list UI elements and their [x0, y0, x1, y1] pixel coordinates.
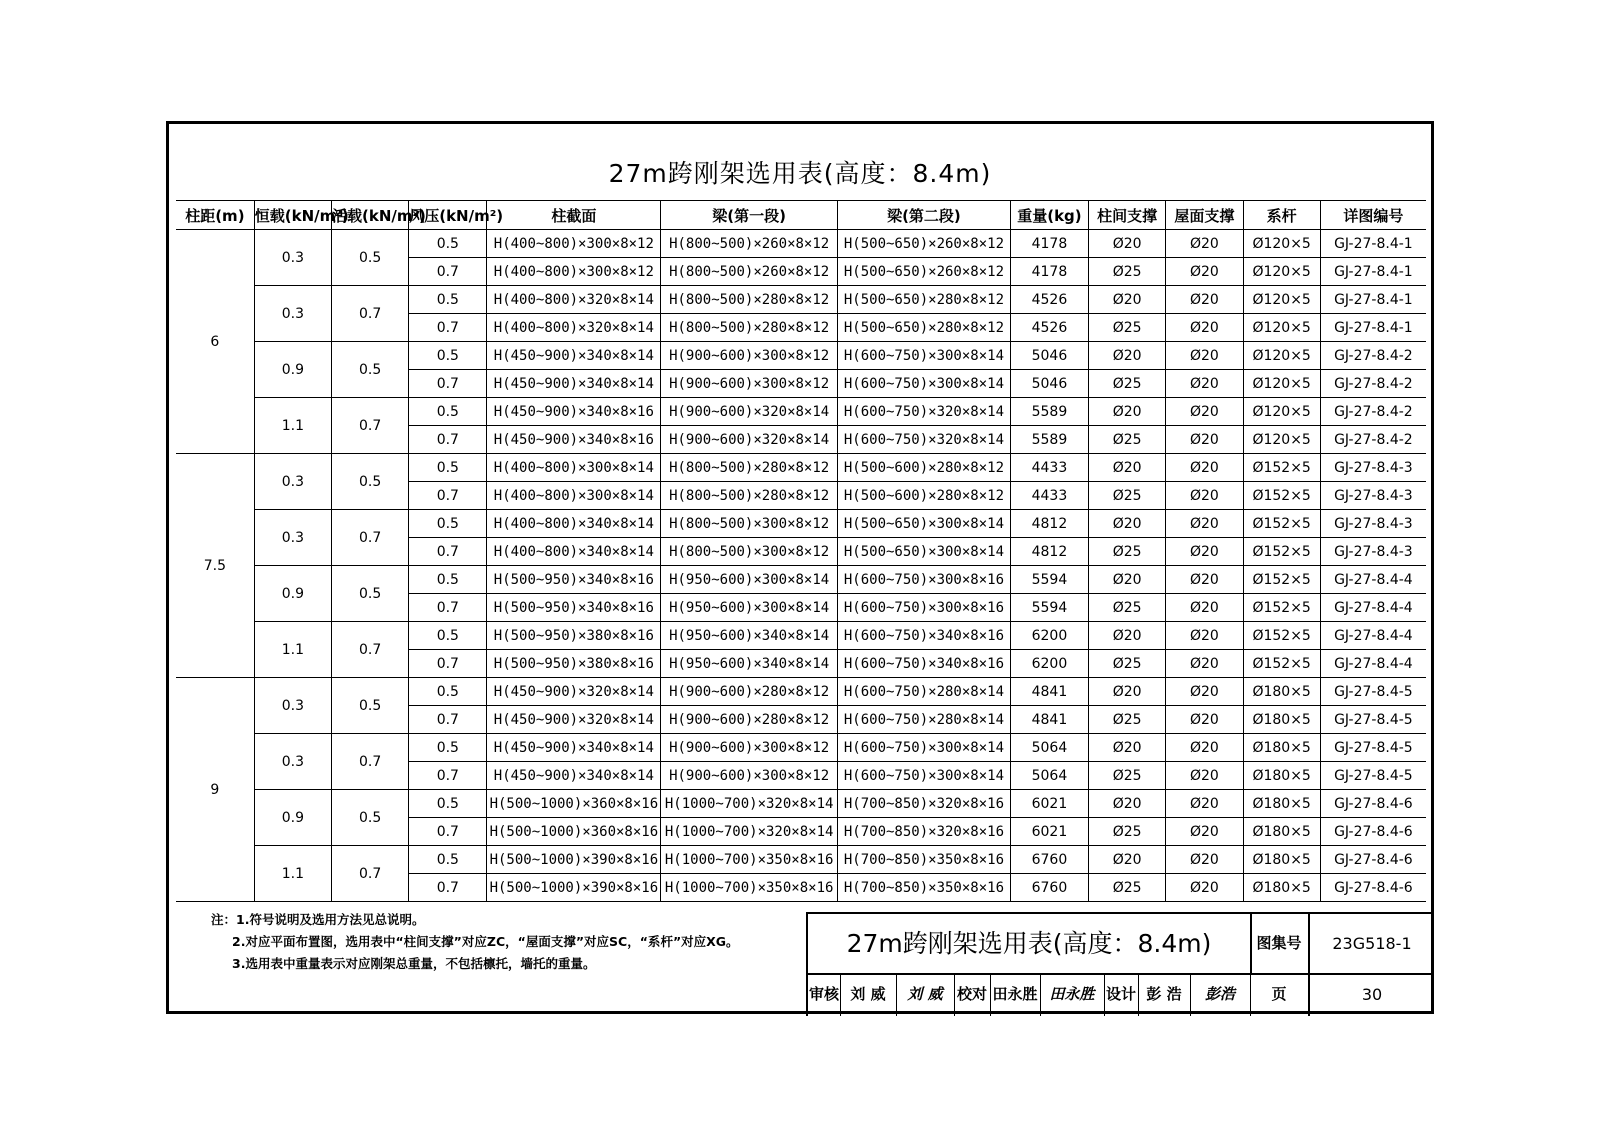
- column-section-cell: H(500~1000)×360×8×16: [487, 818, 661, 846]
- column-brace-cell: Ø20: [1089, 734, 1166, 762]
- tie-rod-cell: Ø180×5: [1243, 762, 1320, 790]
- beam1-cell: H(950~600)×300×8×14: [661, 594, 838, 622]
- weight-cell: 6021: [1010, 818, 1088, 846]
- note-line: 2.对应平面布置图，选用表中“柱间支撑”对应ZC，“屋面支撑”对应SC，“系杆”对应XG。: [232, 934, 739, 949]
- roof-brace-cell: Ø20: [1166, 706, 1243, 734]
- detail-number-cell: GJ-27-8.4-3: [1320, 454, 1426, 482]
- beam2-cell: H(600~750)×300×8×14: [838, 734, 1011, 762]
- weight-cell: 5064: [1010, 762, 1088, 790]
- beam1-cell: H(1000~700)×320×8×14: [661, 790, 838, 818]
- column-brace-cell: Ø25: [1089, 594, 1166, 622]
- column-brace-cell: Ø20: [1089, 510, 1166, 538]
- beam1-cell: H(900~600)×280×8×12: [661, 706, 838, 734]
- header-cell: 柱间支撑: [1089, 201, 1166, 230]
- weight-cell: 5589: [1010, 426, 1088, 454]
- roof-brace-cell: Ø20: [1166, 230, 1243, 258]
- checker-name: 田永胜: [990, 973, 1041, 1016]
- column-brace-cell: Ø20: [1089, 398, 1166, 426]
- wind-cell: 0.7: [409, 650, 487, 678]
- wind-cell: 0.7: [409, 258, 487, 286]
- column-section-cell: H(500~1000)×360×8×16: [487, 790, 661, 818]
- title-block: [806, 912, 1434, 1016]
- table-row: [176, 734, 1426, 762]
- beam1-cell: H(900~600)×300×8×12: [661, 734, 838, 762]
- live-load-cell: 0.5: [331, 454, 408, 510]
- detail-number-cell: GJ-27-8.4-4: [1320, 594, 1426, 622]
- column-section-cell: H(500~950)×340×8×16: [487, 594, 661, 622]
- designer-name: 彭 浩: [1138, 973, 1191, 1016]
- weight-cell: 4433: [1010, 482, 1088, 510]
- column-section-cell: H(400~800)×320×8×14: [487, 286, 661, 314]
- weight-cell: 4812: [1010, 510, 1088, 538]
- beam2-cell: H(600~750)×280×8×14: [838, 706, 1011, 734]
- column-section-cell: H(450~900)×340×8×16: [487, 398, 661, 426]
- page-title: 27m跨刚架选用表(高度：8.4m): [608, 159, 992, 188]
- tie-rod-cell: Ø152×5: [1243, 482, 1320, 510]
- page-label: 页: [1250, 973, 1310, 1016]
- column-brace-cell: Ø25: [1089, 650, 1166, 678]
- beam2-cell: H(700~850)×350×8×16: [838, 846, 1011, 874]
- table-row: [176, 566, 1426, 594]
- header-cell: 活载(kN/m²): [331, 201, 408, 230]
- roof-brace-cell: Ø20: [1166, 286, 1243, 314]
- beam2-cell: H(500~650)×300×8×14: [838, 510, 1011, 538]
- weight-cell: 6200: [1010, 622, 1088, 650]
- spacing-cell: 7.5: [176, 454, 254, 678]
- header-cell: 柱截面: [487, 201, 661, 230]
- header-cell: 柱距(m): [176, 201, 254, 230]
- header-cell: 详图编号: [1320, 201, 1426, 230]
- tie-rod-cell: Ø152×5: [1243, 510, 1320, 538]
- column-brace-cell: Ø20: [1089, 230, 1166, 258]
- dead-load-cell: 0.3: [254, 734, 331, 790]
- beam1-cell: H(900~600)×320×8×14: [661, 398, 838, 426]
- beam2-cell: H(600~750)×280×8×14: [838, 678, 1011, 706]
- tie-rod-cell: Ø180×5: [1243, 818, 1320, 846]
- weight-cell: 5589: [1010, 398, 1088, 426]
- column-section-cell: H(400~800)×300×8×14: [487, 482, 661, 510]
- column-brace-cell: Ø20: [1089, 286, 1166, 314]
- column-brace-cell: Ø20: [1089, 622, 1166, 650]
- wind-cell: 0.7: [409, 874, 487, 902]
- table-row: [176, 622, 1426, 650]
- beam1-cell: H(1000~700)×320×8×14: [661, 818, 838, 846]
- roof-brace-cell: Ø20: [1166, 734, 1243, 762]
- detail-number-cell: GJ-27-8.4-5: [1320, 706, 1426, 734]
- wind-cell: 0.7: [409, 482, 487, 510]
- note-line: 注：1.符号说明及选用方法见总说明。: [211, 912, 425, 927]
- roof-brace-cell: Ø20: [1166, 846, 1243, 874]
- weight-cell: 6760: [1010, 874, 1088, 902]
- dead-load-cell: 0.3: [254, 230, 331, 286]
- wind-cell: 0.5: [409, 398, 487, 426]
- tie-rod-cell: Ø120×5: [1243, 286, 1320, 314]
- detail-number-cell: GJ-27-8.4-4: [1320, 650, 1426, 678]
- detail-number-cell: GJ-27-8.4-3: [1320, 482, 1426, 510]
- wind-cell: 0.5: [409, 846, 487, 874]
- live-load-cell: 0.5: [331, 342, 408, 398]
- roof-brace-cell: Ø20: [1166, 566, 1243, 594]
- roof-brace-cell: Ø20: [1166, 594, 1243, 622]
- header-cell: 恒载(kN/m²): [254, 201, 331, 230]
- beam1-cell: H(950~600)×340×8×14: [661, 622, 838, 650]
- column-section-cell: H(450~900)×340×8×16: [487, 426, 661, 454]
- wind-cell: 0.5: [409, 678, 487, 706]
- beam1-cell: H(900~600)×300×8×12: [661, 342, 838, 370]
- header-cell: 梁(第一段): [661, 201, 838, 230]
- tie-rod-cell: Ø180×5: [1243, 874, 1320, 902]
- column-brace-cell: Ø20: [1089, 454, 1166, 482]
- atlas-label: 图集号: [1250, 914, 1310, 973]
- live-load-cell: 0.5: [331, 566, 408, 622]
- column-section-cell: H(400~800)×300×8×12: [487, 258, 661, 286]
- tie-rod-cell: Ø152×5: [1243, 650, 1320, 678]
- live-load-cell: 0.5: [331, 790, 408, 846]
- detail-number-cell: GJ-27-8.4-2: [1320, 342, 1426, 370]
- column-section-cell: H(450~900)×340×8×14: [487, 762, 661, 790]
- wind-cell: 0.5: [409, 566, 487, 594]
- beam2-cell: H(600~750)×300×8×14: [838, 370, 1011, 398]
- tie-rod-cell: Ø152×5: [1243, 594, 1320, 622]
- beam1-cell: H(800~500)×280×8×12: [661, 314, 838, 342]
- wind-cell: 0.5: [409, 510, 487, 538]
- table-header-row: [176, 201, 1426, 230]
- header-cell: 梁(第二段): [838, 201, 1011, 230]
- column-brace-cell: Ø20: [1089, 342, 1166, 370]
- header-cell: 重量(kg): [1010, 201, 1088, 230]
- column-brace-cell: Ø20: [1089, 846, 1166, 874]
- dead-load-cell: 1.1: [254, 398, 331, 454]
- column-section-cell: H(450~900)×320×8×14: [487, 678, 661, 706]
- spacing-cell: 6: [176, 230, 254, 454]
- tie-rod-cell: Ø180×5: [1243, 734, 1320, 762]
- tie-rod-cell: Ø152×5: [1243, 622, 1320, 650]
- roof-brace-cell: Ø20: [1166, 790, 1243, 818]
- detail-number-cell: GJ-27-8.4-6: [1320, 874, 1426, 902]
- detail-number-cell: GJ-27-8.4-2: [1320, 370, 1426, 398]
- weight-cell: 4841: [1010, 706, 1088, 734]
- detail-number-cell: GJ-27-8.4-1: [1320, 230, 1426, 258]
- beam1-cell: H(800~500)×260×8×12: [661, 230, 838, 258]
- spacing-cell: 9: [176, 678, 254, 902]
- dead-load-cell: 0.9: [254, 566, 331, 622]
- column-brace-cell: Ø25: [1089, 818, 1166, 846]
- dead-load-cell: 1.1: [254, 622, 331, 678]
- header-cell: 系杆: [1243, 201, 1320, 230]
- column-section-cell: H(400~800)×300×8×14: [487, 454, 661, 482]
- wind-cell: 0.7: [409, 426, 487, 454]
- tie-rod-cell: Ø120×5: [1243, 370, 1320, 398]
- tie-rod-cell: Ø120×5: [1243, 314, 1320, 342]
- beam2-cell: H(600~750)×320×8×14: [838, 426, 1011, 454]
- table-row: [176, 342, 1426, 370]
- dead-load-cell: 0.3: [254, 454, 331, 510]
- tie-rod-cell: Ø152×5: [1243, 566, 1320, 594]
- header-cell: 屋面支撑: [1166, 201, 1243, 230]
- roof-brace-cell: Ø20: [1166, 398, 1243, 426]
- beam1-cell: H(1000~700)×350×8×16: [661, 874, 838, 902]
- table-row: [176, 230, 1426, 258]
- roof-brace-cell: Ø20: [1166, 762, 1243, 790]
- table-row: [176, 286, 1426, 314]
- column-section-cell: H(400~800)×340×8×14: [487, 510, 661, 538]
- dead-load-cell: 0.3: [254, 286, 331, 342]
- column-brace-cell: Ø25: [1089, 370, 1166, 398]
- beam2-cell: H(600~750)×300×8×16: [838, 594, 1011, 622]
- roof-brace-cell: Ø20: [1166, 510, 1243, 538]
- checker-signature: 田永胜: [1040, 973, 1105, 1016]
- weight-cell: 4526: [1010, 286, 1088, 314]
- wind-cell: 0.7: [409, 538, 487, 566]
- detail-number-cell: GJ-27-8.4-1: [1320, 286, 1426, 314]
- column-section-cell: H(500~1000)×390×8×16: [487, 874, 661, 902]
- roof-brace-cell: Ø20: [1166, 818, 1243, 846]
- weight-cell: 4433: [1010, 454, 1088, 482]
- beam2-cell: H(600~750)×300×8×14: [838, 762, 1011, 790]
- column-brace-cell: Ø25: [1089, 426, 1166, 454]
- detail-number-cell: GJ-27-8.4-3: [1320, 538, 1426, 566]
- weight-cell: 6021: [1010, 790, 1088, 818]
- dead-load-cell: 0.9: [254, 790, 331, 846]
- weight-cell: 4178: [1010, 258, 1088, 286]
- notes: [211, 909, 739, 975]
- column-section-cell: H(500~950)×380×8×16: [487, 622, 661, 650]
- beam1-cell: H(800~500)×280×8×12: [661, 482, 838, 510]
- tie-rod-cell: Ø180×5: [1243, 706, 1320, 734]
- roof-brace-cell: Ø20: [1166, 426, 1243, 454]
- table-body: [176, 230, 1426, 902]
- title-block-title: 27m跨刚架选用表(高度：8.4m): [808, 914, 1252, 973]
- page-number: 30: [1361, 985, 1383, 1004]
- column-brace-cell: Ø20: [1089, 790, 1166, 818]
- table-row: [176, 678, 1426, 706]
- wind-cell: 0.5: [409, 286, 487, 314]
- roof-brace-cell: Ø20: [1166, 650, 1243, 678]
- tie-rod-cell: Ø152×5: [1243, 454, 1320, 482]
- beam1-cell: H(800~500)×260×8×12: [661, 258, 838, 286]
- selection-table: [176, 200, 1426, 902]
- dead-load-cell: 1.1: [254, 846, 331, 902]
- column-brace-cell: Ø25: [1089, 538, 1166, 566]
- detail-number-cell: GJ-27-8.4-2: [1320, 398, 1426, 426]
- roof-brace-cell: Ø20: [1166, 482, 1243, 510]
- wind-cell: 0.5: [409, 790, 487, 818]
- wind-cell: 0.7: [409, 762, 487, 790]
- column-brace-cell: Ø25: [1089, 258, 1166, 286]
- weight-cell: 5064: [1010, 734, 1088, 762]
- wind-cell: 0.5: [409, 454, 487, 482]
- weight-cell: 4841: [1010, 678, 1088, 706]
- detail-number-cell: GJ-27-8.4-4: [1320, 622, 1426, 650]
- detail-number-cell: GJ-27-8.4-6: [1320, 846, 1426, 874]
- column-brace-cell: Ø25: [1089, 874, 1166, 902]
- column-brace-cell: Ø20: [1089, 566, 1166, 594]
- wind-cell: 0.7: [409, 818, 487, 846]
- dead-load-cell: 0.9: [254, 342, 331, 398]
- beam2-cell: H(600~750)×300×8×14: [838, 342, 1011, 370]
- table-row: [176, 454, 1426, 482]
- tie-rod-cell: Ø180×5: [1243, 790, 1320, 818]
- wind-cell: 0.7: [409, 314, 487, 342]
- drawing-frame: [166, 121, 1434, 1014]
- check-label: 校对: [954, 973, 991, 1016]
- beam2-cell: H(500~650)×300×8×14: [838, 538, 1011, 566]
- column-section-cell: H(400~800)×320×8×14: [487, 314, 661, 342]
- detail-number-cell: GJ-27-8.4-2: [1320, 426, 1426, 454]
- table-row: [176, 846, 1426, 874]
- detail-number-cell: GJ-27-8.4-4: [1320, 566, 1426, 594]
- beam2-cell: H(500~600)×280×8×12: [838, 454, 1011, 482]
- wind-cell: 0.5: [409, 230, 487, 258]
- roof-brace-cell: Ø20: [1166, 258, 1243, 286]
- header-cell: 风压(kN/m²): [409, 201, 487, 230]
- column-section-cell: H(450~900)×320×8×14: [487, 706, 661, 734]
- column-section-cell: H(500~1000)×390×8×16: [487, 846, 661, 874]
- tie-rod-cell: Ø120×5: [1243, 398, 1320, 426]
- column-brace-cell: Ø25: [1089, 706, 1166, 734]
- tie-rod-cell: Ø180×5: [1243, 678, 1320, 706]
- roof-brace-cell: Ø20: [1166, 874, 1243, 902]
- wind-cell: 0.5: [409, 622, 487, 650]
- weight-cell: 4526: [1010, 314, 1088, 342]
- weight-cell: 6760: [1010, 846, 1088, 874]
- column-section-cell: H(450~900)×340×8×14: [487, 342, 661, 370]
- beam1-cell: H(800~500)×300×8×12: [661, 538, 838, 566]
- note-line: 3.选用表中重量表示对应刚架总重量，不包括檩托，墙托的重量。: [232, 956, 596, 971]
- beam2-cell: H(500~650)×280×8×12: [838, 314, 1011, 342]
- beam2-cell: H(500~650)×260×8×12: [838, 258, 1011, 286]
- column-section-cell: H(400~800)×340×8×14: [487, 538, 661, 566]
- beam1-cell: H(900~600)×300×8×12: [661, 762, 838, 790]
- detail-number-cell: GJ-27-8.4-6: [1320, 818, 1426, 846]
- beam1-cell: H(900~600)×320×8×14: [661, 426, 838, 454]
- live-load-cell: 0.5: [331, 678, 408, 734]
- table-row: [176, 398, 1426, 426]
- tie-rod-cell: Ø180×5: [1243, 846, 1320, 874]
- column-brace-cell: Ø25: [1089, 482, 1166, 510]
- design-label: 设计: [1104, 973, 1139, 1016]
- column-section-cell: H(500~950)×380×8×16: [487, 650, 661, 678]
- beam2-cell: H(500~650)×280×8×12: [838, 286, 1011, 314]
- beam1-cell: H(950~600)×340×8×14: [661, 650, 838, 678]
- beam2-cell: H(600~750)×340×8×16: [838, 650, 1011, 678]
- column-section-cell: H(500~950)×340×8×16: [487, 566, 661, 594]
- dead-load-cell: 0.3: [254, 510, 331, 566]
- beam2-cell: H(500~600)×280×8×12: [838, 482, 1011, 510]
- dead-load-cell: 0.3: [254, 678, 331, 734]
- reviewer-signature: 刘 威: [896, 973, 955, 1016]
- live-load-cell: 0.7: [331, 398, 408, 454]
- wind-cell: 0.7: [409, 370, 487, 398]
- live-load-cell: 0.5: [331, 230, 408, 286]
- beam1-cell: H(800~500)×280×8×12: [661, 454, 838, 482]
- weight-cell: 5046: [1010, 342, 1088, 370]
- roof-brace-cell: Ø20: [1166, 454, 1243, 482]
- weight-cell: 4812: [1010, 538, 1088, 566]
- column-section-cell: H(400~800)×300×8×12: [487, 230, 661, 258]
- detail-number-cell: GJ-27-8.4-3: [1320, 510, 1426, 538]
- review-label: 审核: [808, 973, 841, 1016]
- designer-signature: 彭浩: [1190, 973, 1251, 1016]
- weight-cell: 5594: [1010, 594, 1088, 622]
- detail-number-cell: GJ-27-8.4-6: [1320, 790, 1426, 818]
- detail-number-cell: GJ-27-8.4-5: [1320, 762, 1426, 790]
- roof-brace-cell: Ø20: [1166, 314, 1243, 342]
- table-row: [176, 790, 1426, 818]
- live-load-cell: 0.7: [331, 734, 408, 790]
- wind-cell: 0.7: [409, 706, 487, 734]
- reviewer-name: 刘 威: [840, 973, 897, 1016]
- weight-cell: 4178: [1010, 230, 1088, 258]
- column-brace-cell: Ø20: [1089, 678, 1166, 706]
- tie-rod-cell: Ø120×5: [1243, 258, 1320, 286]
- column-brace-cell: Ø25: [1089, 314, 1166, 342]
- beam1-cell: H(900~600)×300×8×12: [661, 370, 838, 398]
- wind-cell: 0.7: [409, 594, 487, 622]
- atlas-number: 23G518-1: [1332, 934, 1412, 953]
- column-section-cell: H(450~900)×340×8×14: [487, 734, 661, 762]
- weight-cell: 6200: [1010, 650, 1088, 678]
- table-row: [176, 510, 1426, 538]
- live-load-cell: 0.7: [331, 846, 408, 902]
- detail-number-cell: GJ-27-8.4-5: [1320, 678, 1426, 706]
- beam2-cell: H(600~750)×320×8×14: [838, 398, 1011, 426]
- beam1-cell: H(800~500)×300×8×12: [661, 510, 838, 538]
- beam2-cell: H(500~650)×260×8×12: [838, 230, 1011, 258]
- detail-number-cell: GJ-27-8.4-1: [1320, 258, 1426, 286]
- live-load-cell: 0.7: [331, 510, 408, 566]
- detail-number-cell: GJ-27-8.4-5: [1320, 734, 1426, 762]
- tie-rod-cell: Ø152×5: [1243, 538, 1320, 566]
- wind-cell: 0.5: [409, 342, 487, 370]
- wind-cell: 0.5: [409, 734, 487, 762]
- roof-brace-cell: Ø20: [1166, 538, 1243, 566]
- beam1-cell: H(950~600)×300×8×14: [661, 566, 838, 594]
- tie-rod-cell: Ø120×5: [1243, 342, 1320, 370]
- live-load-cell: 0.7: [331, 622, 408, 678]
- weight-cell: 5594: [1010, 566, 1088, 594]
- roof-brace-cell: Ø20: [1166, 622, 1243, 650]
- beam2-cell: H(700~850)×320×8×16: [838, 790, 1011, 818]
- beam1-cell: H(800~500)×280×8×12: [661, 286, 838, 314]
- beam2-cell: H(600~750)×340×8×16: [838, 622, 1011, 650]
- roof-brace-cell: Ø20: [1166, 370, 1243, 398]
- tie-rod-cell: Ø120×5: [1243, 230, 1320, 258]
- beam2-cell: H(600~750)×300×8×16: [838, 566, 1011, 594]
- roof-brace-cell: Ø20: [1166, 678, 1243, 706]
- column-section-cell: H(450~900)×340×8×14: [487, 370, 661, 398]
- detail-number-cell: GJ-27-8.4-1: [1320, 314, 1426, 342]
- beam2-cell: H(700~850)×350×8×16: [838, 874, 1011, 902]
- beam1-cell: H(1000~700)×350×8×16: [661, 846, 838, 874]
- beam1-cell: H(900~600)×280×8×12: [661, 678, 838, 706]
- live-load-cell: 0.7: [331, 286, 408, 342]
- beam2-cell: H(700~850)×320×8×16: [838, 818, 1011, 846]
- column-brace-cell: Ø25: [1089, 762, 1166, 790]
- tie-rod-cell: Ø120×5: [1243, 426, 1320, 454]
- weight-cell: 5046: [1010, 370, 1088, 398]
- roof-brace-cell: Ø20: [1166, 342, 1243, 370]
